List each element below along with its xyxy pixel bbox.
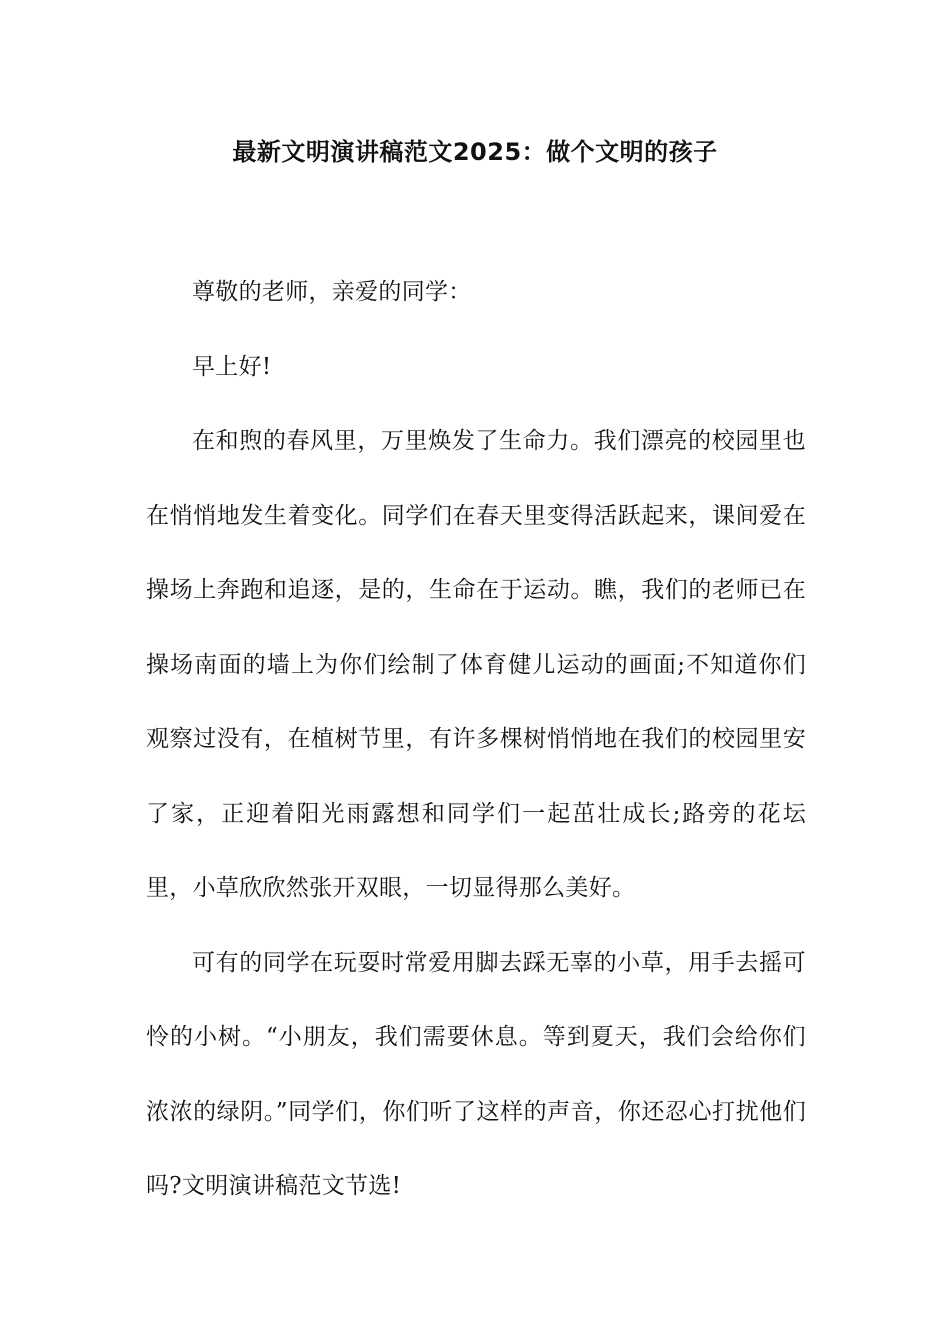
greeting-paragraph: 尊敬的老师，亲爱的同学： <box>192 279 472 305</box>
document-body <box>146 255 806 1224</box>
document-title: 最新文明演讲稿范文2025：做个文明的孩子 <box>232 138 718 166</box>
grass-paragraph: 可有的同学在玩耍时常爱用脚去踩无辜的小草，用手去摇可怜的小树。“小朋友，我们需要休息。等到夏天，我们会给你们浓浓的绿阴。”同学们，你们听了这样的声音，你还忍心打扰他们吗?文明演讲稿范文节选! <box>146 949 806 1199</box>
morning-paragraph: 早上好! <box>192 353 272 380</box>
spring-paragraph: 在和煦的春风里，万里焕发了生命力。我们漂亮的校园里也在悄悄地发生着变化。同学们在春天里变得活跃起来，课间爱在操场上奔跑和追逐，是的，生命在于运动。瞧，我们的老师已在操场南面的墙上为你们绘制了体育健儿运动的画面;不知道你们观察过没有，在植树节里，有许多棵树悄悄地在我们的校园里安了家，正迎着阳光雨露想和同学们一起茁壮成长;路旁的花坛里，小草欣欣然张开双眼，一切显得那么美好。 <box>146 428 806 901</box>
